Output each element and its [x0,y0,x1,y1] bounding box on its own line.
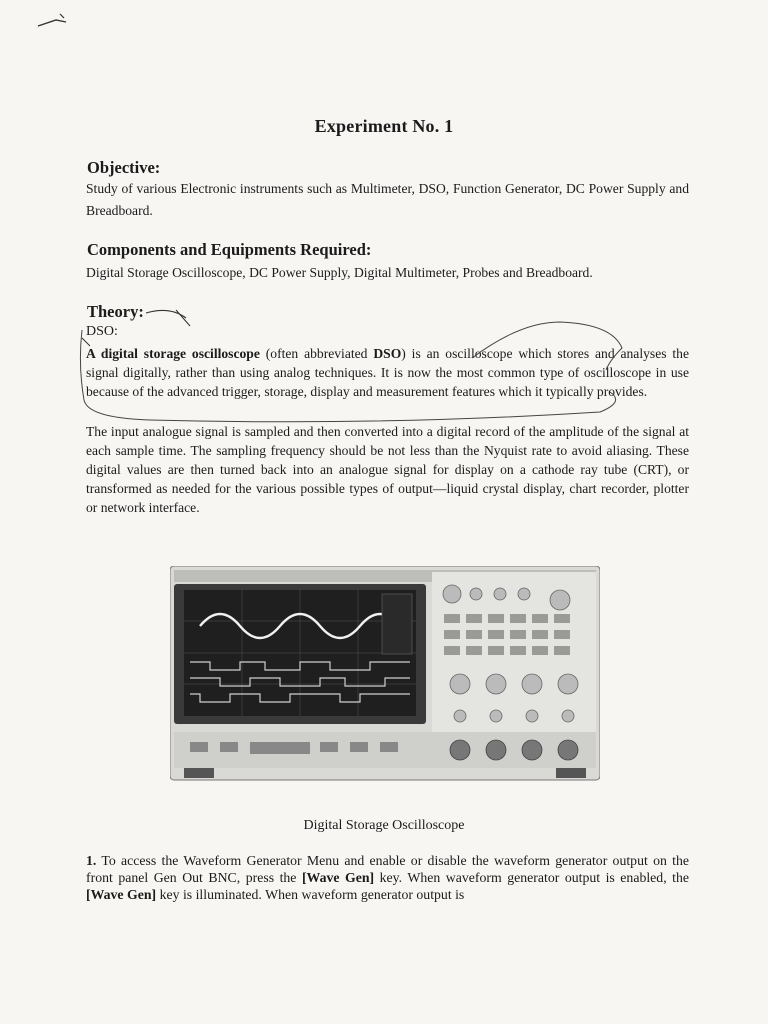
dso-term: A digital storage oscilloscope [86,346,260,361]
figure-caption: Digital Storage Oscilloscope [303,818,465,833]
objective-heading: Objective: [87,158,161,177]
dso-abbr: DSO [373,346,402,361]
dso-subheading: DSO: [86,324,118,339]
oscilloscope-image [170,566,600,786]
wave-gen-key-2: [Wave Gen] [86,887,157,902]
theory-heading: Theory: [87,302,144,321]
dso-sampling-paragraph: The input analogue signal is sampled and then converted into a digital record of the amplitude of the signal at each sample time. The sampling frequency should be not less than the Nyquist rate to avoid aliasing. These digital values are then turned back into an analogue signal for display on a cathode ray tube (CRT), or transformed as needed for the various possible types of output—liquid crystal display, chart recorder, plotter or network interface. [86,424,689,515]
step-number: 1. [86,853,97,868]
wave-gen-key: [Wave Gen] [301,870,375,885]
page-title: Experiment No. 1 [314,116,454,136]
objective-text: Study of various Electronic instruments such as Multimeter, DSO, Function Generator, DC Power Supply and Breadboard. [86,181,689,218]
pen-mark-icon [36,12,76,36]
components-text: Digital Storage Oscilloscope, DC Power Supply, Digital Multimeter, Probes and Breadboard. [86,265,593,280]
dso-definition: A digital storage oscilloscope (often abbreviated DSO) is an oscilloscope which stores and analyses the signal digitally, rather than using analog techniques. It is now the most common type of oscilloscope in use because of the advanced trigger, storage, display and measurement features which it typically provides. [86,346,689,399]
step-1-text: 1. To access the Waveform Generator Menu and enable or disable the waveform generator output on the front panel Gen Out BNC, press the [Wave Gen] key. When waveform generator output is enabled, the [Wave Gen] key is illuminated. When waveform generator output is [86,853,689,902]
components-heading: Components and Equipments Required: [87,240,372,259]
